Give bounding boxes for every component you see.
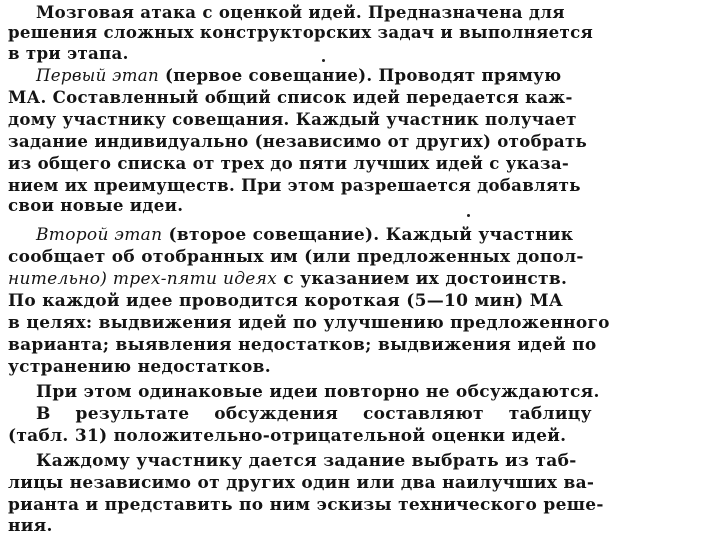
text-run: (второе совещание). Каждый участник	[162, 225, 574, 245]
text-line: лицы независимо от других один или два наилучших ва-	[8, 473, 595, 493]
text-line	[36, 1, 565, 23]
text-line: решения сложных конструкторских задач и выполняется	[8, 22, 594, 42]
text-line: При этом одинаковые идеи повторно не обсуждаются.	[36, 382, 600, 402]
text-run: Предназначена для	[361, 2, 565, 22]
text-line: варианта; выявления недостатков; выдвижения идей по	[8, 335, 597, 355]
italic-term: Первый этап	[36, 66, 159, 85]
text-line: из общего списка от трех до пяти лучших идей с указа-	[8, 153, 570, 173]
text-line: По каждой идее проводится короткая (5—10 мин) МА	[8, 291, 564, 311]
text-line: устранению недостатков.	[8, 357, 271, 377]
text-run: (первое совещание). Проводят прямую	[158, 65, 562, 85]
text-run: с указанием их достоинств.	[277, 269, 568, 289]
print-speck	[322, 59, 325, 62]
text-line: в целях: выдвижения идей по улучшению предложенного	[8, 313, 610, 333]
italic-phrase: нительно) трех-пяти идеях	[8, 269, 278, 289]
text-line: Каждому участнику дается задание выбрать из таб-	[36, 451, 577, 471]
italic-term: Второй этап	[36, 225, 163, 245]
text-line: сообщает об отобранных им (или предложенных допол-	[8, 247, 584, 267]
text-line: задание индивидуально (независимо от других) отобрать	[8, 131, 588, 151]
text-line: ния.	[8, 516, 53, 536]
text-line: В результате обсуждения составляют таблицу	[36, 404, 592, 424]
text-line: дому участнику совещания. Каждый участник получает	[8, 109, 577, 129]
text-line: свои новые идеи.	[8, 195, 184, 215]
text-line	[8, 268, 567, 290]
text-line: в три этапа.	[8, 43, 129, 63]
text-line: МА. Составленный общий список идей передается каж-	[8, 87, 573, 107]
text-line: рианта и представить по ним эскизы технического реше-	[8, 495, 604, 515]
text-line: (табл. 31) положительно-отрицательной оценки идей.	[8, 426, 567, 446]
print-speck	[467, 214, 470, 217]
text-line: нием их преимуществ. При этом разрешается добавлять	[8, 175, 581, 195]
text-line	[36, 64, 561, 86]
text-line	[36, 224, 573, 246]
bold-heading: Мозговая атака с оценкой идей.	[36, 2, 362, 22]
